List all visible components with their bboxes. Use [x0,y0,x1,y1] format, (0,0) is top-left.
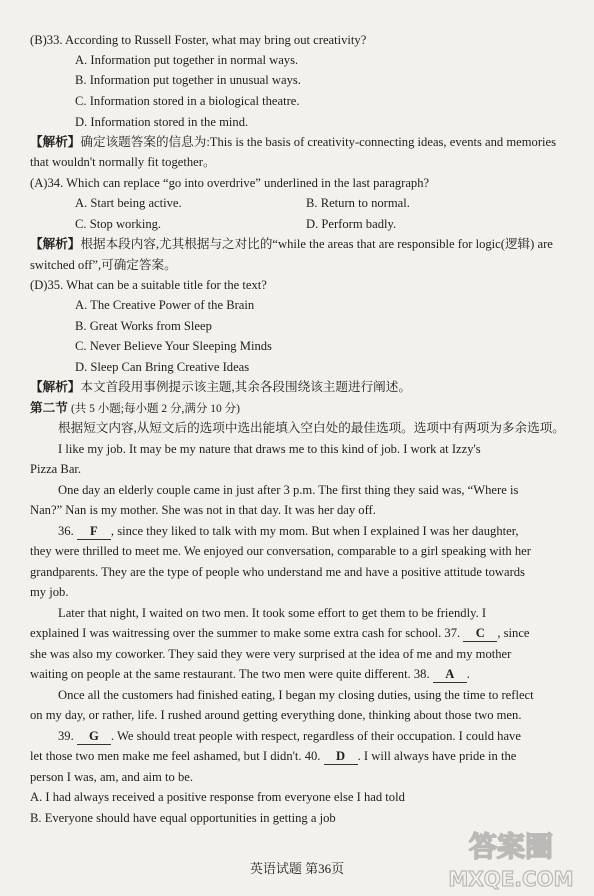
q34-option-d: D. Perform badly. [306,217,397,231]
passage-line: I like my job. It may be my nature that draws me to this kind of job. I work at Izzy's [58,442,481,456]
passage-text: explained I was waitressing over the summer to make some extra cash for school. 37. [30,626,461,640]
answer-blank-36: F [77,523,111,540]
q33-option-a: A. Information put together in normal ways. [75,53,299,67]
analysis-text: 根据本段内容,尤其根据与之对比的“while the areas that are responsible for logic(逻辑) are [80,237,553,251]
q34-option-b: B. Return to normal. [306,196,410,210]
page-footer: 英语试题 第36页 [249,861,345,876]
q35-stem: (D)35. What can be a suitable title for the text? [30,278,267,292]
passage-line-39 [58,728,521,745]
q35-option-b: B. Great Works from Sleep [75,319,212,333]
passage-text: let those two men make me feel ashamed, but I didn't. 40. [30,749,321,763]
analysis-text: 确定该题答案的信息为:This is the basis of creativity-connecting ideas, events and memories [80,135,557,149]
passage-text: waiting on people at the same restaurant. The two men were quite different. 38. [30,667,430,681]
answer-blank-39: G [77,728,111,745]
passage-line-37 [30,625,530,642]
passage-line: on my day, or rather, life. I rushed around getting everything done, thinking about those two men. [30,708,522,722]
passage-line: my job. [30,585,69,599]
analysis-tag: 【解析】 [30,380,81,394]
analysis-tag: 【解析】 [30,237,81,251]
passage-text: . [466,667,470,681]
answer-blank-40: D [324,748,358,765]
passage-line-40 [30,748,516,765]
q33-option-c: C. Information stored in a biological theatre. [75,94,300,108]
passage-line-38 [30,666,470,683]
q34-option-a: A. Start being active. [75,196,182,210]
q34-option-c: C. Stop working. [75,217,162,231]
passage-line: Once all the customers had finished eating, I began my closing duties, using the time to reflect [58,688,534,702]
q33-option-d: D. Information stored in the mind. [75,115,249,129]
passage-line: they were thrilled to meet me. We enjoyed our conversation, comparable to a girl speaking with her [30,544,531,558]
answer-blank-38: A [433,666,467,683]
passage-text: . I will always have pride in the [357,749,517,763]
section-instruction: 根据短文内容,从短文后的选项中选出能填入空白处的最佳选项。选项中有两项为多余选项。 [58,421,565,435]
q34-analysis [30,236,553,252]
choice-option-b: B. Everyone should have equal opportunities in getting a job [30,811,336,825]
answer-blank-37: C [463,625,497,642]
q33-stem: (B)33. According to Russell Foster, what may bring out creativity? [30,33,367,47]
q34-analysis-cont: switched off”,可确定答案。 [30,258,177,272]
passage-line-36 [58,523,519,540]
passage-text: , since they liked to talk with my mom. But when I explained I was her daughter, [110,524,519,538]
choice-option-a: A. I had always received a positive response from everyone else I had told [30,790,405,804]
q34-stem: (A)34. Which can replace “go into overdrive” underlined in the last paragraph? [30,176,430,190]
q33-option-b: B. Information put together in unusual ways. [75,73,301,87]
passage-line: grandparents. They are the type of people who understand me and have a positive attitude towards [30,565,525,579]
analysis-text: 本文首段用事例提示该主题,其余各段围绕该主题进行阐述。 [80,380,411,394]
q35-option-c: C. Never Believe Your Sleeping Minds [75,339,272,353]
passage-line: person I was, am, and aim to be. [30,770,193,784]
passage-line: One day an elderly couple came in just after 3 p.m. The first thing they said was, “Where is [58,483,519,497]
watermark-bottom-text: MXQE.COM [448,867,574,891]
blank-number: 36. [58,524,74,538]
passage-text: , since [497,626,530,640]
q33-analysis-cont: that wouldn't normally fit together。 [30,155,216,169]
analysis-tag: 【解析】 [30,135,81,149]
passage-line: Pizza Bar. [30,462,82,476]
passage-line: Later that night, I waited on two men. It took some effort to get them to be friendly. I [58,606,487,620]
section-meta: (共 5 小题;每小题 2 分,满分 10 分) [70,403,240,415]
passage-line: she was also my coworker. They said they were very surprised at the idea of me and my mother [30,647,512,661]
watermark-top-text: 答案圈 [468,830,554,863]
q35-analysis [30,379,411,395]
q35-option-d: D. Sleep Can Bring Creative Ideas [75,360,250,374]
q35-option-a: A. The Creative Power of the Brain [75,298,255,312]
passage-text: . We should treat people with respect, regardless of their occupation. I could have [110,729,521,743]
watermark-logo [436,822,586,892]
section-title: 第二节 [30,401,68,415]
q33-analysis [30,134,556,150]
section-heading [30,400,240,417]
blank-number: 39. [58,729,74,743]
passage-line: Nan?” Nan is my mother. She was not in that day. It was her day off. [30,503,376,517]
